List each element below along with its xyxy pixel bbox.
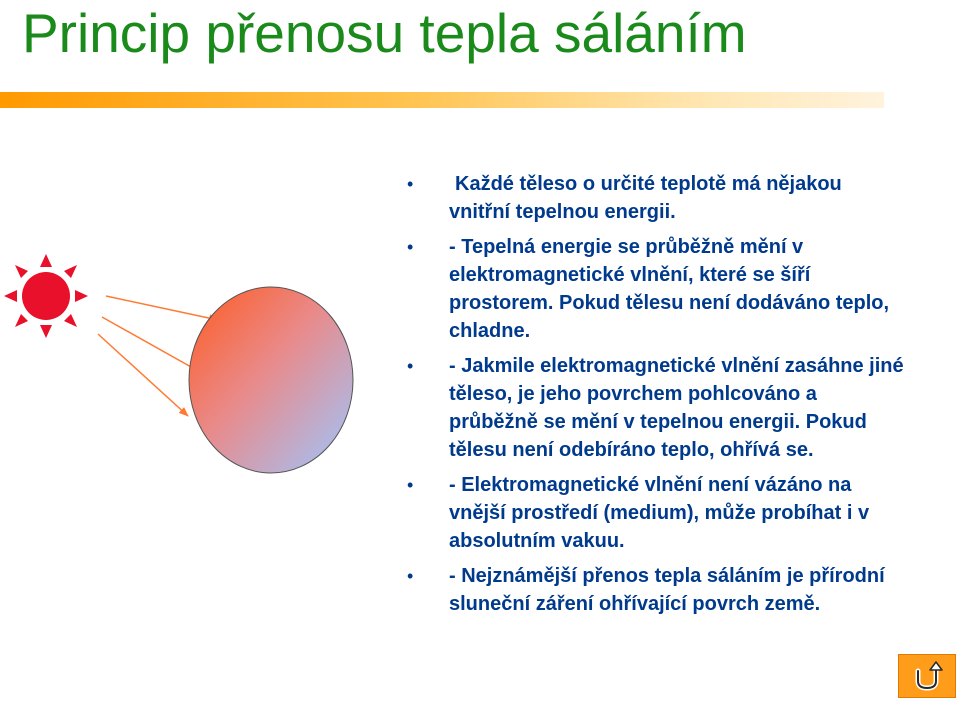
sun-icon: [4, 254, 88, 338]
bullet-item: [405, 471, 905, 555]
bullet-text: - Nejznámější přenos tepla sáláním je přírodní sluneční záření ohřívající povrch země.: [449, 565, 885, 615]
bullet-text: - Elektromagnetické vlnění není vázáno na vnější prostředí (medium), může probíhat i v absolutním vakuu.: [449, 474, 870, 552]
return-arrow-icon: [910, 661, 944, 691]
bullet-item: [405, 170, 905, 226]
title-divider: [0, 92, 884, 108]
bullet-text: - Tepelná energie se průběžně mění v elektromagnetické vlnění, které se šíří prostorem. Pokud tělesu není dodáváno teplo, chladne.: [449, 236, 890, 342]
bullet-item: [405, 233, 905, 345]
bullet-item: [405, 352, 905, 464]
bullet-text: - Jakmile elektromagnetické vlnění zasáhne jiné těleso, je jeho povrchem pohlcováno a průběžně se mění v tepelnou energii. Pokud tělesu není odebíráno teplo, ohřívá se.: [449, 355, 904, 461]
bullet-list: [405, 170, 905, 625]
bullet-item: [405, 562, 905, 618]
radiation-illustration: [0, 230, 400, 500]
bullet-text: Každé těleso o určité teplotě má nějakou vnitřní tepelnou energii.: [449, 173, 842, 223]
heated-body-sphere: [189, 287, 353, 473]
return-button[interactable]: [898, 654, 956, 698]
slide-title: Princip přenosu tepla sáláním: [22, 2, 747, 64]
